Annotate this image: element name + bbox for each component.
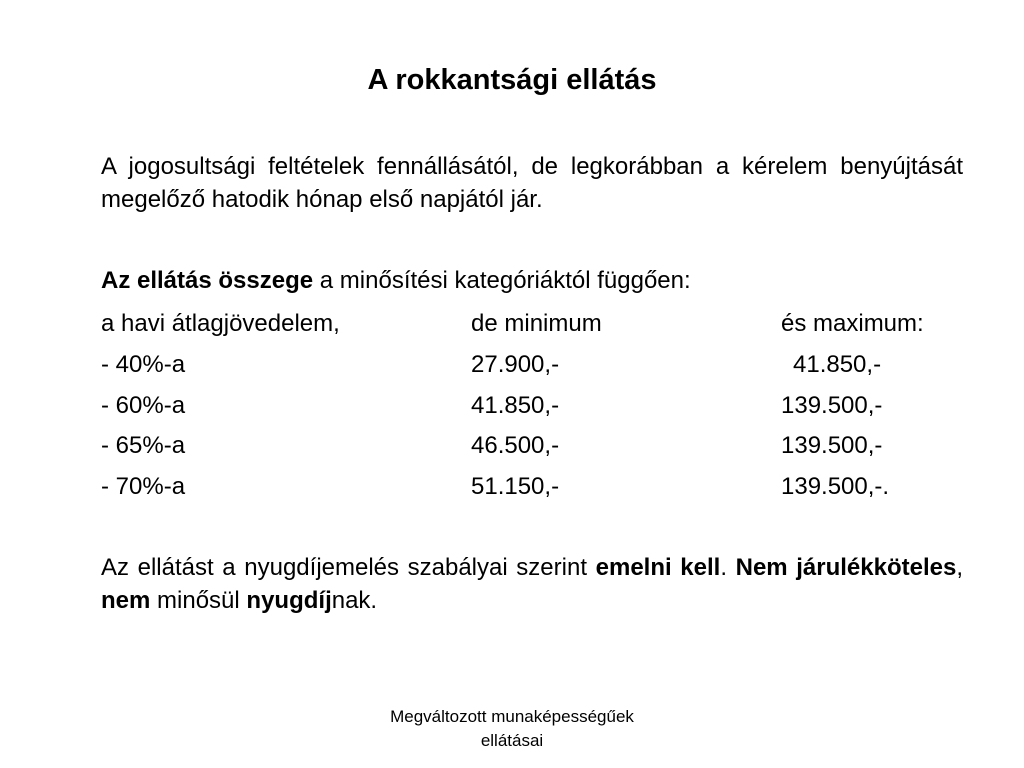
table-row xyxy=(101,348,971,386)
header-minimum: de minimum xyxy=(471,310,602,337)
row-maximum: 41.850,- xyxy=(793,351,882,378)
footer-line-1: Megváltozott munaképességűek xyxy=(390,707,634,726)
row-maximum: 139.500,- xyxy=(781,432,883,459)
header-maximum: és maximum: xyxy=(781,310,924,337)
closing-bold-pension: nyugdíj xyxy=(246,587,332,614)
closing-text: nak. xyxy=(331,587,378,614)
table-row xyxy=(101,470,971,508)
row-maximum: 139.500,-. xyxy=(781,473,890,500)
amount-heading-rest: a minősítési kategóriáktól függően: xyxy=(313,267,691,294)
table-header-row xyxy=(101,307,971,345)
intro-paragraph: A jogosultsági feltételek fennállásától, de legkorábban a kérelem benyújtását megelőző hatodik hónap első napjától jár. xyxy=(101,153,963,213)
table-row xyxy=(101,429,971,467)
closing-bold-not: nem xyxy=(101,587,151,614)
row-category: - 70%-a xyxy=(101,473,186,500)
row-category: - 40%-a xyxy=(101,351,186,378)
row-minimum: 41.850,- xyxy=(471,392,560,419)
closing-bold-raise: emelni kell xyxy=(595,554,721,581)
table-row xyxy=(101,389,971,427)
closing-paragraph xyxy=(101,551,963,617)
closing-text: . xyxy=(720,554,736,581)
header-income: a havi átlagjövedelem, xyxy=(101,310,340,337)
slide-footer xyxy=(312,705,712,753)
slide-title: A rokkantsági ellátás xyxy=(367,64,657,96)
row-minimum: 27.900,- xyxy=(471,351,560,378)
row-category: - 65%-a xyxy=(101,432,186,459)
row-category: - 60%-a xyxy=(101,392,186,419)
closing-text: minősül xyxy=(150,587,247,614)
footer-line-2: ellátásai xyxy=(480,731,544,750)
row-minimum: 46.500,- xyxy=(471,432,560,459)
row-maximum: 139.500,- xyxy=(781,392,883,419)
closing-text: Az ellátást a nyugdíjemelés szabályai szerint xyxy=(101,554,596,581)
amount-heading xyxy=(101,264,691,297)
closing-bold-not-contributory: Nem járulékköteles xyxy=(735,554,957,581)
amount-heading-bold: Az ellátás összege xyxy=(101,267,314,294)
row-minimum: 51.150,- xyxy=(471,473,560,500)
closing-text: , xyxy=(956,554,964,581)
